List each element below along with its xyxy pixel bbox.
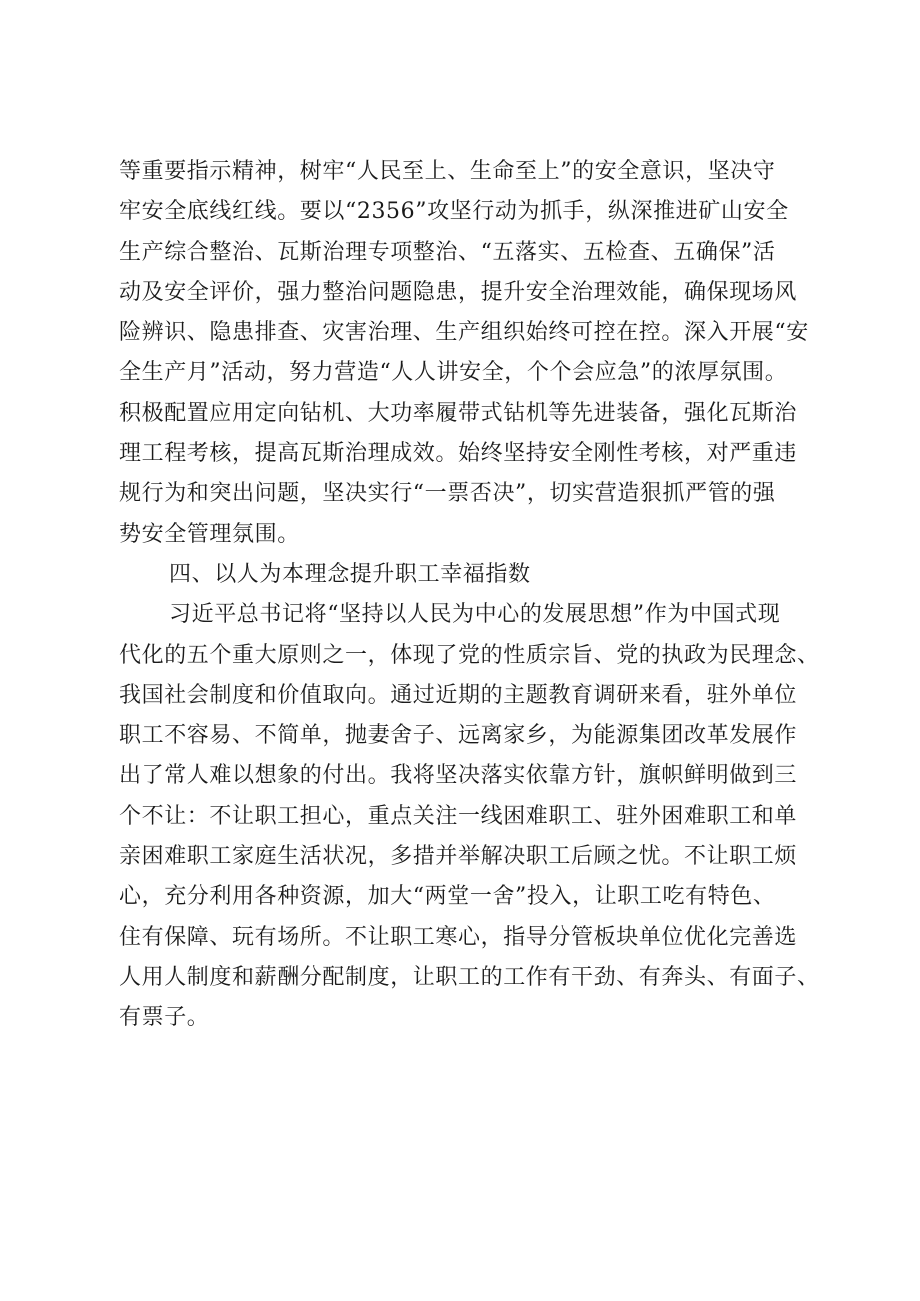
text-line: 个不让：不让职工担心，重点关注一线困难职工、驻外困难职工和单 xyxy=(119,803,798,829)
text-line: 我国社会制度和价值取向。通过近期的主题教育调研来看，驻外单位 xyxy=(119,682,798,708)
text-line: 有票子。 xyxy=(119,1005,210,1031)
text-line: 心，充分利用各种资源，加大“两堂一舍”投入，让职工吃有特色、 xyxy=(119,884,776,910)
document-body xyxy=(119,152,819,1039)
text-line: 理工程考核，提高瓦斯治理成效。始终坚持安全刚性考核，对严重违 xyxy=(119,441,798,467)
text-line: 代化的五个重大原则之一，体现了党的性质宗旨、党的执政为民理念、 xyxy=(119,642,820,668)
text-line: 动及安全评价，强力整治问题隐患，提升安全治理效能，确保现场风 xyxy=(119,279,798,305)
text-line: 全生产月”活动，努力营造“人人讲安全，个个会应急”的浓厚氛围。 xyxy=(119,360,788,386)
text-line: 等重要指示精神，树牢“人民至上、生命至上”的安全意识，坚决守 xyxy=(119,159,776,184)
text-line: 亲困难职工家庭生活状况，多措并举解决职工后顾之忧。不让职工烦 xyxy=(119,844,798,870)
text-line: 牢安全底线红线。要以“2356”攻坚行动为抓手，纵深推进矿山安全 xyxy=(119,199,789,225)
text-line: 职工不容易、不简单，抛妻舍子、远离家乡，为能源集团改革发展作 xyxy=(119,723,798,749)
text-line: 规行为和突出问题，坚决实行“一票否决”，切实营造狠抓严管的强 xyxy=(119,481,776,507)
text-line: 住有保障、玩有场所。不让职工寒心，指导分管板块单位优化完善选 xyxy=(119,924,798,950)
text-line: 出了常人难以想象的付出。我将坚决落实依靠方针，旗帜鲜明做到三 xyxy=(119,763,798,789)
text-line: 习近平总书记将“坚持以人民为中心的发展思想”作为中国式现 xyxy=(169,602,781,628)
text-line: 势安全管理氛围。 xyxy=(119,521,300,547)
text-line: 险辨识、隐患排查、灾害治理、生产组织始终可控在控。深入开展“安 xyxy=(119,320,809,346)
text-line: 人用人制度和薪酬分配制度，让职工的工作有干劲、有奔头、有面子、 xyxy=(119,964,820,990)
text-line: 积极配置应用定向钻机、大功率履带式钻机等先进装备，强化瓦斯治 xyxy=(119,400,798,426)
text-line: 生产综合整治、瓦斯治理专项整治、“五落实、五检查、五确保”活 xyxy=(119,239,776,265)
section-heading: 四、以人为本理念提升职工幸福指数 xyxy=(169,561,531,587)
